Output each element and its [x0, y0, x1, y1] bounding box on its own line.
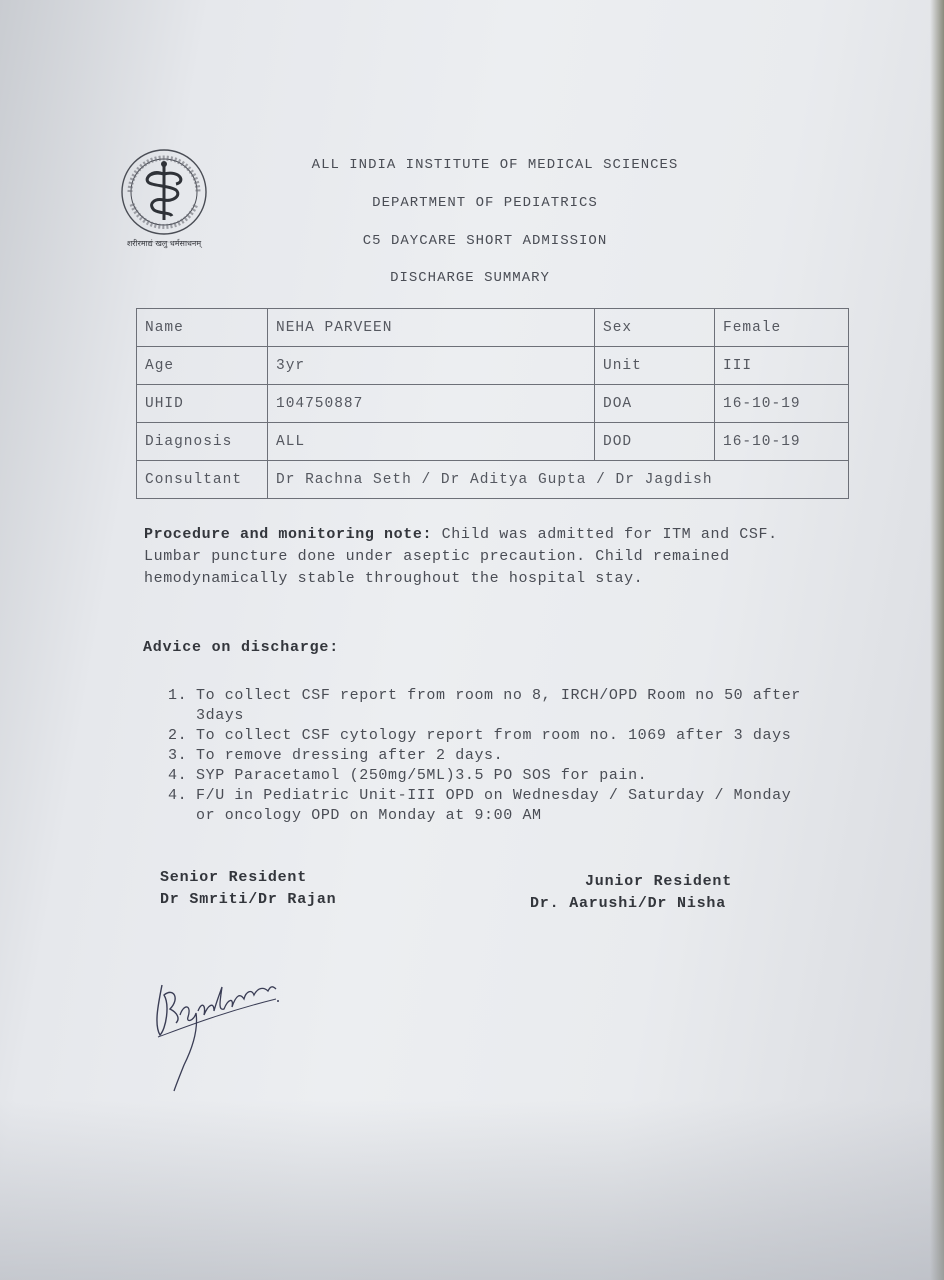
advice-item-text: F/U in Pediatric Unit-III OPD on Wednesday / Saturday / Monday or oncology OPD on Monday at 9:00 AM	[196, 787, 792, 824]
dod-value: 16-10-19	[715, 423, 849, 461]
admission-unit: C5 DAYCARE SHORT ADMISSION	[362, 233, 608, 249]
advice-item-text: To collect CSF cytology report from room no. 1069 after 3 days	[196, 727, 792, 744]
procedure-note-text: Child was admitted for ITM and CSF. Lumbar puncture done under aseptic precaution. Child remained hemodynamically stable throughout the hospital stay.	[144, 526, 778, 587]
handwritten-signature	[140, 965, 290, 1095]
age-value: 3yr	[268, 347, 595, 385]
advice-item-number: 3.	[168, 747, 188, 764]
sex-value: Female	[715, 309, 849, 347]
aiims-seal-icon	[108, 148, 220, 252]
junior-resident-block	[530, 871, 732, 915]
advice-item-number: 1.	[168, 687, 188, 704]
table-row	[137, 423, 849, 461]
sex-label: Sex	[595, 309, 715, 347]
doa-label: DOA	[595, 385, 715, 423]
advice-item-number: 2.	[168, 727, 188, 744]
name-label: Name	[137, 309, 268, 347]
dod-label: DOD	[595, 423, 715, 461]
senior-resident-role: Senior Resident	[160, 869, 308, 886]
institute-name: ALL INDIA INSTITUTE OF MEDICAL SCIENCES	[311, 157, 679, 173]
uhid-value: 104750887	[268, 385, 595, 423]
table-row	[137, 309, 849, 347]
senior-resident-block	[160, 867, 336, 911]
patient-info-table	[136, 308, 849, 499]
junior-resident-role: Junior Resident	[585, 873, 733, 890]
list-item	[168, 746, 818, 766]
advice-item-text: SYP Paracetamol (250mg/5ML)3.5 PO SOS for pain.	[196, 767, 648, 784]
list-item	[168, 726, 818, 746]
uhid-label: UHID	[137, 385, 268, 423]
paper-edge-shadow	[930, 0, 944, 1280]
unit-label: Unit	[595, 347, 715, 385]
junior-resident-names: Dr. Aarushi/Dr Nisha	[530, 895, 727, 912]
department-name: DEPARTMENT OF PEDIATRICS	[372, 195, 598, 211]
advice-title: Advice on discharge:	[143, 639, 340, 656]
senior-resident-names: Dr Smriti/Dr Rajan	[160, 891, 337, 908]
advice-item-text: To collect CSF report from room no 8, IRCH/OPD Room no 50 after 3days	[196, 687, 801, 724]
advice-item-number: 4.	[168, 787, 188, 804]
advice-item-text: To remove dressing after 2 days.	[196, 747, 504, 764]
table-row	[137, 461, 849, 499]
list-item	[168, 766, 818, 786]
table-row	[137, 385, 849, 423]
document-title: DISCHARGE SUMMARY	[390, 270, 550, 286]
advice-list	[168, 686, 818, 826]
list-item	[168, 786, 818, 826]
consultant-value: Dr Rachna Seth / Dr Aditya Gupta / Dr Jagdish	[268, 461, 849, 499]
age-label: Age	[137, 347, 268, 385]
advice-item-number: 4.	[168, 767, 188, 784]
logo-motto: शरीरमाद्यं खलु धर्मसाधनम्	[126, 239, 202, 248]
procedure-note	[144, 524, 814, 590]
list-item	[168, 686, 818, 726]
diagnosis-value: ALL	[268, 423, 595, 461]
table-row	[137, 347, 849, 385]
diagnosis-label: Diagnosis	[137, 423, 268, 461]
unit-value: III	[715, 347, 849, 385]
paper-bottom-shade	[0, 1100, 944, 1280]
name-value: NEHA PARVEEN	[268, 309, 595, 347]
consultant-label: Consultant	[137, 461, 268, 499]
procedure-note-label: Procedure and monitoring note:	[144, 526, 433, 543]
doa-value: 16-10-19	[715, 385, 849, 423]
